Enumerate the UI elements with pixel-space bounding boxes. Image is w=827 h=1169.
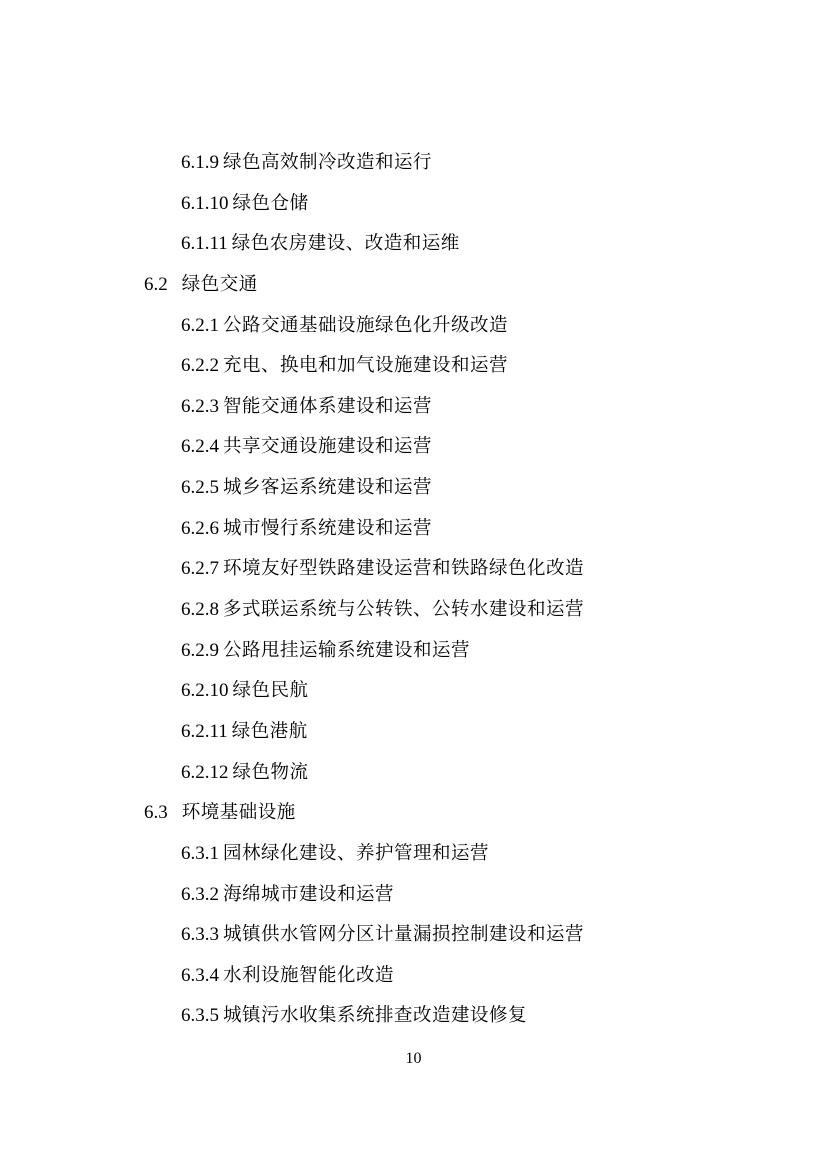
toc-entry-6-3-1 bbox=[0, 837, 827, 878]
toc-entry-title: 海绵城市建设和运营 bbox=[223, 883, 395, 905]
toc-section-6-3 bbox=[0, 796, 827, 837]
toc-entry-6-2-2 bbox=[0, 349, 827, 390]
toc-entry-number: 6.2.9 bbox=[181, 639, 219, 661]
toc-entry-6-1-10 bbox=[0, 187, 827, 228]
toc-entry-title: 绿色高效制冷改造和运行 bbox=[223, 152, 433, 173]
toc-entry-number: 6.3.2 bbox=[181, 883, 219, 905]
toc-entry-title: 绿色农房建设、改造和运维 bbox=[231, 233, 460, 255]
toc-entry-6-2-9 bbox=[0, 634, 827, 675]
toc-entry-6-2-11 bbox=[0, 715, 827, 756]
toc-entry-number: 6.3.5 bbox=[181, 1005, 219, 1027]
toc-entry-title: 绿色物流 bbox=[232, 761, 309, 783]
toc-entry-title: 城市慢行系统建设和运营 bbox=[223, 517, 433, 539]
toc-section-title: 环境基础设施 bbox=[181, 802, 296, 824]
toc-entry-6-2-4 bbox=[0, 430, 827, 471]
toc-entry-6-2-1 bbox=[0, 309, 827, 350]
toc-entry-number: 6.2.10 bbox=[181, 680, 229, 702]
toc-entry-number: 6.2.4 bbox=[181, 436, 219, 458]
toc-entry-title: 充电、换电和加气设施建设和运营 bbox=[223, 355, 509, 377]
toc-entry-title: 城镇供水管网分区计量漏损控制建设和运营 bbox=[223, 924, 585, 946]
toc-entry-6-2-8 bbox=[0, 593, 827, 634]
toc-entry-number: 6.2.2 bbox=[181, 355, 219, 377]
toc-entry-title: 绿色民航 bbox=[232, 680, 309, 702]
toc-entry-number: 6.2.5 bbox=[181, 477, 219, 499]
table-of-contents bbox=[0, 146, 827, 1040]
toc-entry-number: 6.2.6 bbox=[181, 517, 219, 539]
toc-entry-title: 环境友好型铁路建设运营和铁路绿色化改造 bbox=[223, 558, 585, 580]
toc-entry-title: 公路交通基础设施绿色化升级改造 bbox=[223, 314, 509, 336]
toc-entry-6-2-5 bbox=[0, 471, 827, 512]
toc-entry-6-1-9 bbox=[0, 146, 827, 187]
toc-entry-6-2-10 bbox=[0, 674, 827, 715]
toc-entry-number: 6.3.4 bbox=[181, 964, 219, 986]
toc-entry-title: 共享交通设施建设和运营 bbox=[223, 436, 433, 458]
toc-entry-number: 6.2.7 bbox=[181, 558, 219, 580]
toc-entry-number: 6.1.9 bbox=[181, 152, 219, 173]
toc-entry-6-2-6 bbox=[0, 512, 827, 553]
toc-section-number: 6.2 bbox=[144, 273, 168, 295]
toc-entry-number: 6.3.1 bbox=[181, 842, 219, 864]
toc-entry-title: 公路甩挂运输系统建设和运营 bbox=[223, 639, 471, 661]
toc-entry-title: 水利设施智能化改造 bbox=[223, 964, 395, 986]
toc-entry-title: 智能交通体系建设和运营 bbox=[223, 395, 433, 417]
toc-entry-number: 6.1.10 bbox=[181, 192, 229, 214]
toc-entry-number: 6.2.1 bbox=[181, 314, 219, 336]
toc-entry-6-3-2 bbox=[0, 878, 827, 919]
page-number: 10 bbox=[405, 1050, 422, 1067]
toc-entry-number: 6.2.3 bbox=[181, 395, 219, 417]
toc-entry-6-2-12 bbox=[0, 756, 827, 797]
toc-section-6-2 bbox=[0, 268, 827, 309]
toc-entry-6-2-3 bbox=[0, 390, 827, 431]
toc-entry-title: 城镇污水收集系统排查改造建设修复 bbox=[223, 1005, 528, 1027]
toc-entry-title: 绿色仓储 bbox=[232, 192, 309, 214]
toc-entry-title: 城乡客运系统建设和运营 bbox=[223, 477, 433, 499]
toc-entry-title: 绿色港航 bbox=[231, 720, 308, 742]
toc-entry-6-3-4 bbox=[0, 959, 827, 1000]
toc-entry-number: 6.2.8 bbox=[181, 599, 219, 621]
toc-section-number: 6.3 bbox=[144, 802, 168, 824]
toc-entry-title: 园林绿化建设、养护管理和运营 bbox=[223, 842, 490, 864]
toc-entry-6-2-7 bbox=[0, 552, 827, 593]
toc-entry-number: 6.2.11 bbox=[181, 720, 228, 742]
toc-entry-number: 6.1.11 bbox=[181, 233, 228, 255]
toc-entry-6-1-11 bbox=[0, 227, 827, 268]
toc-entry-6-3-5 bbox=[0, 999, 827, 1040]
toc-entry-number: 6.3.3 bbox=[181, 924, 219, 946]
toc-entry-6-3-3 bbox=[0, 918, 827, 959]
toc-entry-number: 6.2.12 bbox=[181, 761, 229, 783]
toc-entry-title: 多式联运系统与公转铁、公转水建设和运营 bbox=[223, 599, 585, 621]
toc-section-title: 绿色交通 bbox=[181, 273, 258, 295]
